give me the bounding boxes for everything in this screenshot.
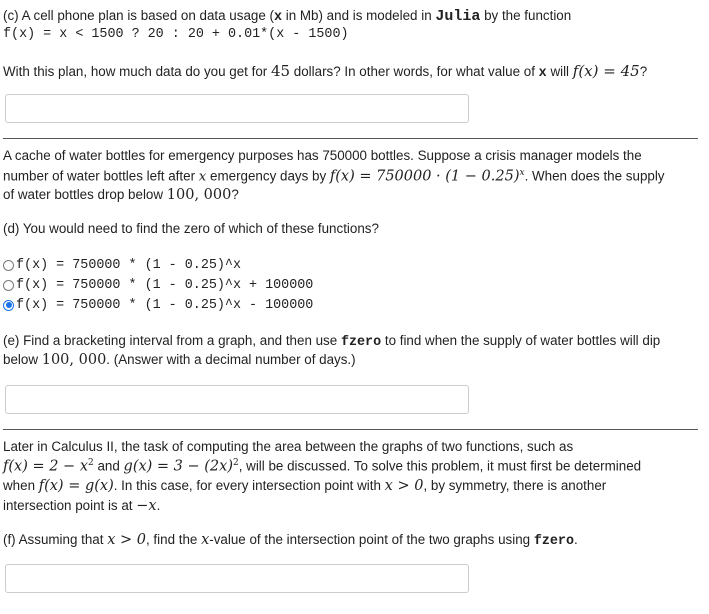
- divider: [3, 429, 698, 430]
- function-code: f(x) = x < 1500 ? 20 : 20 + 0.01*(x - 1500): [3, 27, 349, 42]
- water-line-2: number of water bottles left after x emergency days by $f(x) = 750000 \cdot (1 - 0.25)^x$. When does the supply: [3, 168, 665, 185]
- radio-button[interactable]: [3, 260, 14, 271]
- divider: [3, 138, 698, 139]
- water-line-1: A cache of water bottles for emergency purposes has 750000 bottles. Suppose a crisis manager models the: [3, 148, 642, 163]
- part-c-question: With this plan, how much data do you get for 45 dollars? In other words, for what value of x will f(x) = 45?: [3, 62, 648, 81]
- var-x: x: [273, 10, 283, 25]
- radio-button[interactable]: [3, 280, 14, 291]
- answer-input-f[interactable]: [5, 564, 469, 593]
- part-f-question: (f) Assuming that x > 0, find the x-value of the intersection point of the two graphs using fzero.: [3, 532, 578, 549]
- calculus-line-2: $f(x) = 2 - x^2$ and $g(x) = 3 - (2x)^2$, will be discussed. To solve this problem, it must first be determined: [3, 458, 642, 475]
- calculus-line-1: Later in Calculus II, the task of computing the area between the graphs of two functions, such as: [3, 439, 574, 454]
- option-1[interactable]: f(x) = 750000 * (1 - 0.25)^x: [3, 256, 241, 274]
- julia-label: Julia: [435, 8, 481, 25]
- radio-button-selected[interactable]: [3, 300, 14, 311]
- answer-input-e[interactable]: [5, 385, 469, 414]
- water-line-3: of water bottles drop below 100, 000?: [3, 187, 239, 203]
- option-3[interactable]: f(x) = 750000 * (1 - 0.25)^x - 100000: [3, 296, 313, 314]
- part-c-intro: (c) A cell phone plan is based on data usage (x in Mb) and is modeled in Julia by the function: [3, 8, 572, 25]
- part-d-question: (d) You would need to find the zero of which of these functions?: [3, 221, 379, 236]
- answer-input-c[interactable]: [5, 94, 469, 123]
- calculus-line-3: when f(x) = g(x). In this case, for every intersection point with x > 0, by symmetry, there is another: [3, 478, 607, 494]
- part-e-line-1: (e) Find a bracketing interval from a graph, and then use fzero to find when the supply of water bottles will dip: [3, 333, 661, 350]
- option-2[interactable]: f(x) = 750000 * (1 - 0.25)^x + 100000: [3, 276, 313, 294]
- part-e-line-2: below 100, 000. (Answer with a decimal number of days.): [3, 352, 356, 368]
- calculus-line-4: intersection point is at −x.: [3, 498, 161, 514]
